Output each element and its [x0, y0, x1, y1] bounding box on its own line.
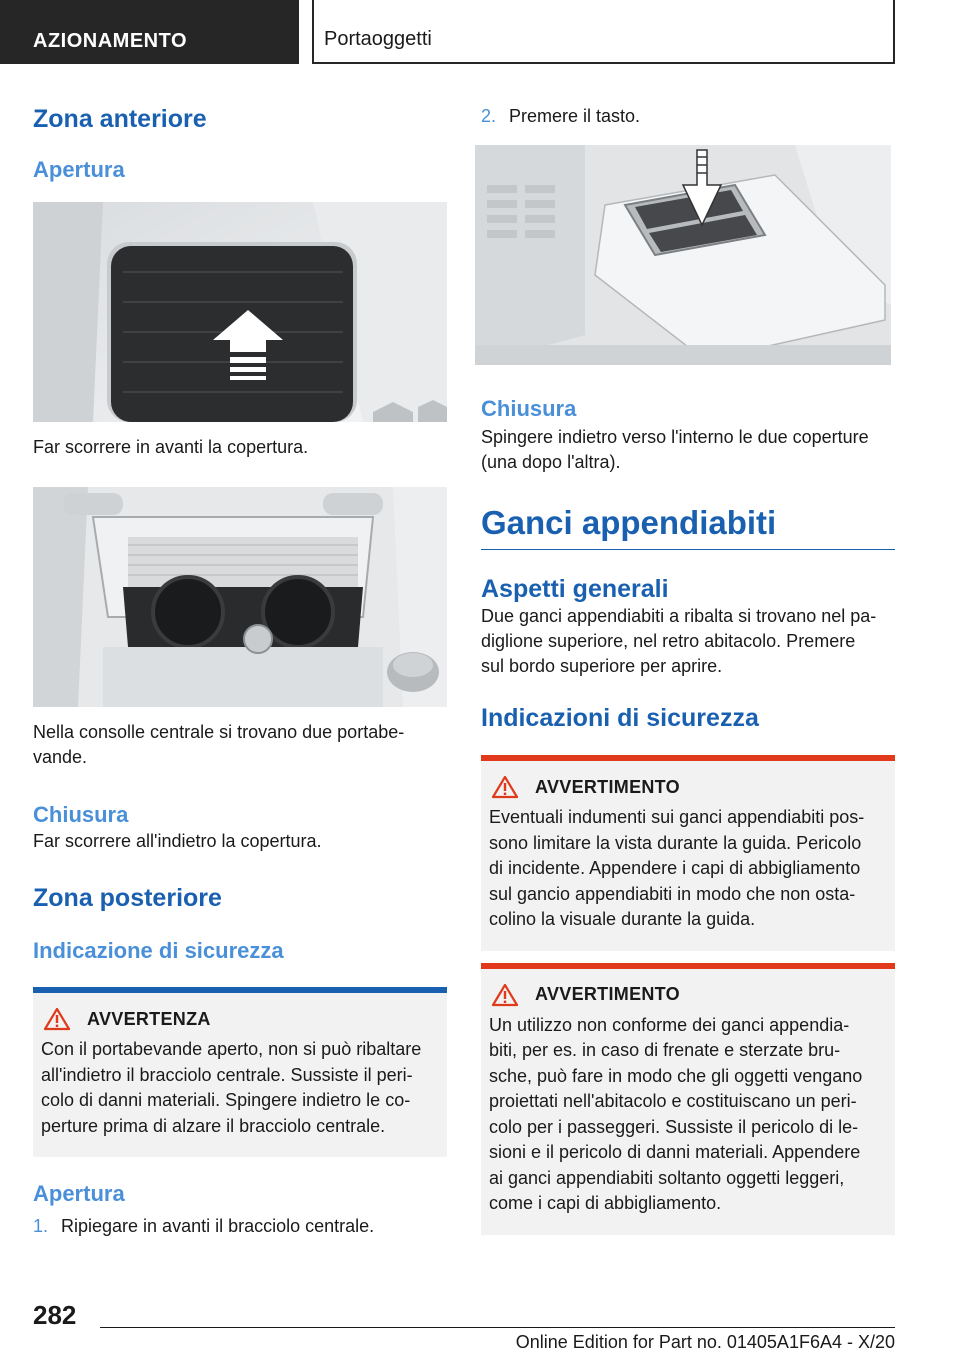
heading-apertura-2: Apertura [33, 1181, 125, 1206]
text-chiusura-left: Far scorrere all'indietro la copertura. [33, 831, 322, 851]
step-1 [33, 1214, 447, 1239]
heading-zona-posteriore: Zona posteriore [33, 884, 222, 912]
heading-ganci: Ganci appendiabiti [481, 503, 895, 550]
step-text: Premere il tasto. [509, 106, 641, 126]
step-number: 1. [33, 1216, 49, 1236]
text-scorrere: Far scorrere in avanti la copertura. [33, 437, 309, 457]
text-chiusura-right: Spingere indietro verso l'interno le due coperture (una dopo l'altra). [481, 427, 869, 472]
heading-zona-anteriore: Zona anteriore [33, 105, 207, 133]
warning-triangle-icon [491, 775, 519, 799]
footer-edition: Online Edition for Part no. 01405A1F6A4 - X/20 [515, 1332, 895, 1352]
text-consolle: Nella consolle centrale si trovano due portabe- vande. [33, 722, 405, 767]
heading-indicazioni: Indicazioni di sicurezza [481, 704, 759, 732]
photo-cupholders [33, 487, 447, 707]
chapter-tab: AZIONAMENTO [0, 0, 299, 64]
step-2 [481, 104, 895, 129]
heading-apertura: Apertura [33, 157, 125, 182]
warning-box-2 [481, 963, 895, 1235]
right-column [481, 100, 895, 1235]
warning-text: Con il portabevande aperto, non si può ribaltare all'indietro il bracciolo centrale. Sussiste il peri- colo di danni materiali. Spingere indietro le co- perture prima di alzare il bracciolo centrale. [41, 1039, 422, 1136]
photo-rear-button [475, 145, 891, 365]
page-number: 282 [33, 1300, 77, 1330]
warning-text: Un utilizzo non conforme dei ganci appendia- biti, per es. in caso di frenate e sterzate bru- sche, può fare in modo che gli oggetti vengano proiettati nell'abitacolo e costituiscano un peri- colo per i passeggeri. Sussiste il pericolo di le- sioni e il pericolo di danni materiali. Appendere ai ganci appendiabiti soltanto oggetti leggeri, come i capi di abbigliamento. [489, 1014, 863, 1213]
footer-divider [100, 1327, 895, 1328]
warning-title: AVVERTIMENTO [535, 776, 680, 797]
text-aspetti: Due ganci appendiabiti a ribalta si trovano nel pa- diglione superiore, nel retro abitacolo. Premere sul bordo superiore per aprire. [481, 606, 877, 676]
warning-triangle-icon [43, 1007, 71, 1031]
photo-cover-slide [33, 202, 447, 422]
heading-chiusura-right: Chiusura [481, 396, 577, 421]
heading-chiusura-left: Chiusura [33, 802, 129, 827]
warning-title: AVVERTENZA [87, 1008, 211, 1029]
step-text: Ripiegare in avanti il bracciolo centrale. [61, 1216, 375, 1236]
heading-indicazione: Indicazione di sicurezza [33, 938, 284, 963]
warning-title: AVVERTIMENTO [535, 984, 680, 1004]
warning-text: Eventuali indumenti sui ganci appendiabiti pos- sono limitare la vista durante la guida. Pericolo di incidente. Appendere i capi di abbigliamento sul gancio appendiabiti in modo che non osta- colino la visuale durante la guida. [489, 807, 865, 929]
warning-triangle-icon [491, 983, 519, 1007]
step-number: 2. [481, 106, 497, 126]
heading-aspetti: Aspetti generali [481, 575, 669, 603]
warning-box-1 [481, 755, 895, 951]
left-column [33, 100, 447, 1239]
warning-box-avvertenza [33, 987, 447, 1157]
section-tab: Portaoggetti [312, 0, 895, 64]
